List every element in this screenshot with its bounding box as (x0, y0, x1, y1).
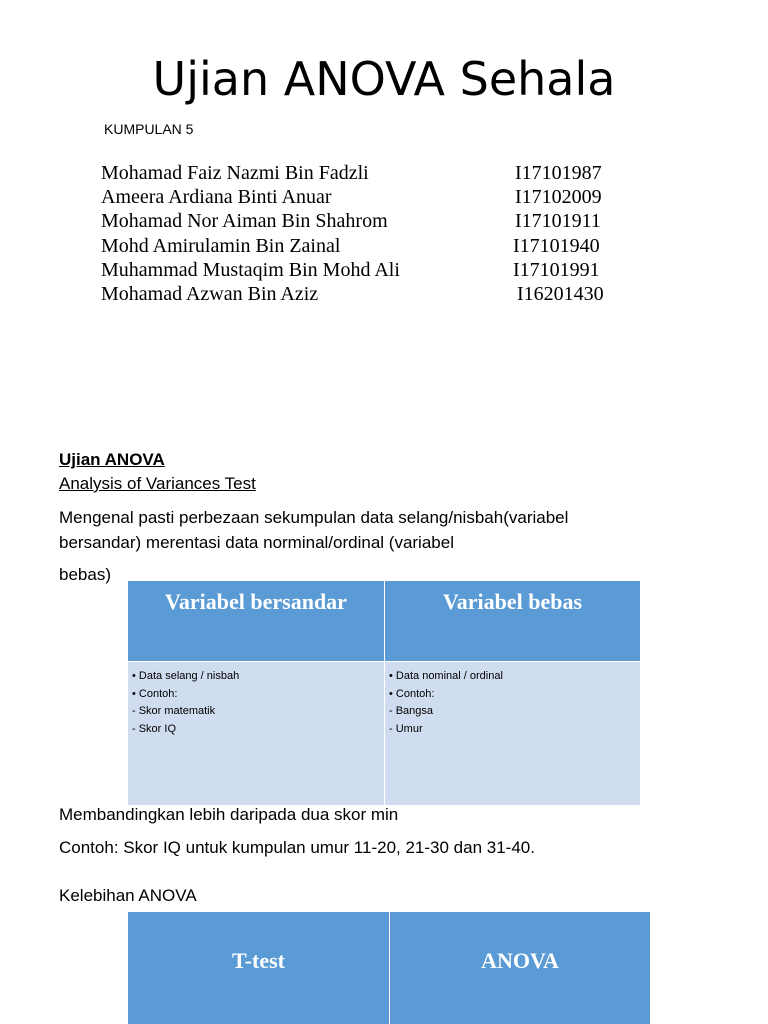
list-item: • Contoh: (132, 687, 178, 700)
intro-line-3: bebas) (59, 565, 111, 584)
member-row (101, 258, 641, 282)
list-item: - Skor matematik (132, 705, 216, 717)
compare-text: Membandingkan lebih daripada dua skor min (59, 805, 399, 824)
list-item: • Data nominal / ordinal (389, 670, 503, 682)
list-item: - Umur (389, 722, 423, 735)
member-name: Mohd Amirulamin Bin Zainal (101, 234, 341, 257)
intro-line-2: bersandar) merentasi data norminal/ordinal (variabel (59, 533, 454, 552)
member-id: I16201430 (517, 282, 604, 305)
member-id: I17101911 (515, 210, 601, 233)
table-header-anova: ANOVA (389, 912, 650, 1024)
variable-table (128, 581, 640, 805)
member-id: I17101987 (515, 162, 602, 184)
member-row (101, 282, 641, 306)
member-name: Muhammad Mustaqim Bin Mohd Ali (101, 258, 400, 281)
member-name: Mohamad Nor Aiman Bin Shahrom (101, 210, 388, 233)
member-id: I17101940 (513, 234, 600, 257)
table-cell-dependent (128, 661, 384, 805)
list-item: - Skor IQ (132, 722, 177, 735)
member-name: Ameera Ardiana Binti Anuar (101, 186, 332, 209)
section-heading: Ujian ANOVA (59, 450, 165, 469)
section-subheading: Analysis of Variances Test (59, 474, 256, 493)
member-list (101, 161, 641, 306)
group-label: KUMPULAN 5 (104, 121, 194, 137)
list-item: • Data selang / nisbah (132, 670, 240, 682)
member-id: I17101991 (513, 258, 600, 281)
example-text: Contoh: Skor IQ untuk kumpulan umur 11-20, 21-30 dan 31-40. (59, 838, 535, 857)
table-header-dependent: Variabel bersandar (128, 581, 384, 661)
table-cell-independent (384, 661, 640, 805)
intro-line-1: Mengenal pasti perbezaan sekumpulan data selang/nisbah(variabel (59, 508, 569, 527)
member-row (101, 185, 641, 209)
page-title: Ujian ANOVA Sehala (152, 52, 616, 106)
list-item: • Contoh: (389, 687, 435, 700)
member-row (101, 234, 641, 258)
list-item: - Bangsa (389, 705, 434, 717)
comparison-table (128, 912, 650, 1024)
member-name: Mohamad Azwan Bin Aziz (101, 282, 319, 305)
table-header-independent: Variabel bebas (384, 581, 640, 661)
member-row (101, 161, 641, 185)
member-id: I17102009 (515, 186, 602, 209)
table-header-ttest: T-test (128, 912, 389, 1024)
member-name: Mohamad Faiz Nazmi Bin Fadzli (101, 162, 369, 184)
advantages-heading: Kelebihan ANOVA (59, 886, 197, 905)
member-row (101, 209, 641, 233)
